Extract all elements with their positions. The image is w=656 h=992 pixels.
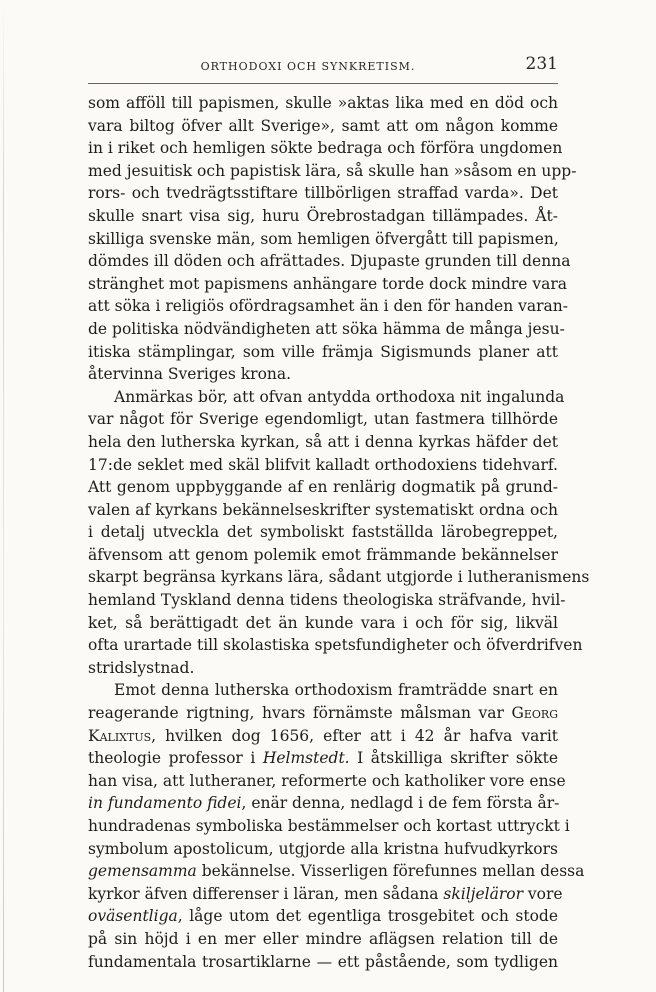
text-segment: theologie professor i bbox=[88, 749, 263, 768]
italic-segment: skiljeläror bbox=[443, 884, 523, 903]
text-segment: som afföll till papismen, skulle »aktas lika med en död och bbox=[88, 94, 558, 112]
small-caps-segment: Georg bbox=[511, 704, 558, 723]
italic-segment: in fundamento fidei bbox=[88, 794, 242, 813]
text-segment: att söka i religiös ofördragsamhet än i den för handen varan- bbox=[88, 297, 568, 316]
text-segment: fundamentala trosartiklarne — ett påstående, som tydligen bbox=[88, 952, 558, 971]
text-segment: symbolum apostolicum, utgjorde alla kristna hufvudkyrkors bbox=[88, 839, 558, 858]
text-line bbox=[88, 657, 558, 680]
text-segment: kyrkor äfven differenser i läran, men sådana bbox=[88, 884, 444, 903]
text-segment: I åtskilliga skrifter sökte bbox=[349, 749, 558, 768]
text-segment: , låge utom det egentliga trosgebitet och stode bbox=[177, 907, 558, 926]
text-line bbox=[88, 363, 558, 386]
italic-segment: Helmstedt. bbox=[262, 749, 350, 768]
text-line bbox=[88, 431, 558, 454]
text-segment: på sin höjd i en mer eller mindre aflägsen relation till de bbox=[88, 929, 558, 948]
text-line bbox=[88, 860, 585, 883]
text-segment: ket, så berättigadt det än kunde vara i och för sig, likväl bbox=[88, 613, 558, 632]
text-line bbox=[88, 544, 558, 567]
header-rule bbox=[88, 83, 558, 84]
text-segment: vara biltog öfver allt Sverige», samt att om någon komme bbox=[88, 116, 558, 135]
text-line bbox=[88, 408, 558, 431]
text-line bbox=[88, 747, 558, 770]
text-segment: bekännelse. Visserligen förefunnes mellan dessa bbox=[196, 862, 585, 881]
italic-segment: gemensamma bbox=[88, 862, 197, 881]
running-title: ORTHODOXI OCH SYNKRETISM. bbox=[200, 60, 416, 73]
text-line bbox=[88, 521, 558, 544]
text-segment: ofta urartade till skolastiska spetsfundigheter och öfverdrifven bbox=[88, 636, 583, 655]
text-line bbox=[88, 137, 563, 160]
text-segment: var något för Sverige egendomligt, utan fastmera tillhörde bbox=[88, 410, 558, 429]
text-segment: hemland Tyskland denna tidens theologiska sträfvande, hvil- bbox=[88, 591, 566, 610]
text-line bbox=[88, 792, 558, 815]
text-segment: itiska stämplingar, som ville främja Sigismunds planer att bbox=[88, 342, 558, 361]
page-number: 231 bbox=[525, 54, 558, 74]
text-line bbox=[88, 589, 566, 612]
text-line bbox=[88, 883, 563, 906]
text-segment: äfvensom att genom polemik emot främmande bekännelser bbox=[88, 545, 558, 564]
small-caps-segment: Kalixtus bbox=[88, 726, 152, 745]
text-line bbox=[88, 341, 558, 364]
text-segment: stridslystnad. bbox=[88, 658, 195, 677]
text-line bbox=[88, 679, 558, 702]
text-line bbox=[88, 725, 558, 748]
text-line bbox=[88, 318, 565, 341]
text-line bbox=[88, 115, 558, 138]
text-line bbox=[88, 770, 566, 793]
text-line bbox=[88, 205, 558, 228]
text-segment: hela den lutherska kyrkan, så att i denna kyrkas häfder det bbox=[88, 432, 558, 451]
text-line bbox=[88, 838, 558, 861]
text-line bbox=[88, 815, 570, 838]
text-segment: 17:de seklet med skäl blifvit kalladt orthodoxiens tidehvarf. bbox=[88, 455, 558, 474]
text-line bbox=[88, 476, 558, 499]
text-line bbox=[88, 566, 590, 589]
text-segment: Att genom uppbyggande af en renlärig dogmatik på grund- bbox=[88, 478, 558, 497]
text-line bbox=[88, 250, 571, 273]
text-segment: in i riket och hemligen sökte bedraga och förföra ungdomen bbox=[88, 139, 563, 158]
text-line bbox=[88, 92, 558, 115]
text-line bbox=[88, 182, 558, 205]
text-line bbox=[88, 454, 558, 477]
page-header bbox=[88, 52, 558, 80]
text-segment: de politiska nödvändigheten att söka hämma de många jesu- bbox=[88, 319, 565, 338]
text-line bbox=[88, 273, 568, 296]
text-segment: återvinna Sveriges krona. bbox=[88, 365, 292, 384]
text-line bbox=[88, 295, 568, 318]
text-segment: vore bbox=[522, 884, 563, 903]
text-segment: reagerande rigtning, hvars förnämste målsman var bbox=[88, 704, 512, 723]
text-line bbox=[88, 499, 558, 522]
text-line bbox=[88, 905, 558, 928]
page-edge bbox=[3, 0, 4, 992]
text-line bbox=[88, 702, 558, 725]
text-segment: han visa, att lutheraner, reformerte och katholiker vore ense bbox=[88, 771, 566, 790]
text-segment: , enär denna, nedlagd i de fem första år- bbox=[241, 794, 560, 813]
text-segment: skulle snart visa sig, huru Örebrostadgan tillämpades. Åt- bbox=[88, 206, 558, 225]
text-line bbox=[88, 386, 565, 409]
text-line bbox=[88, 951, 558, 974]
text-segment: stränghet mot papismens anhängare torde dock mindre vara bbox=[88, 274, 568, 293]
text-line bbox=[88, 634, 583, 657]
text-segment: Anmärkas bör, att ofvan antydda orthodoxa nit ingalunda bbox=[114, 387, 565, 406]
text-line bbox=[88, 928, 558, 951]
text-segment: valen af kyrkans bekännelseskrifter systematiskt ordna och bbox=[88, 500, 558, 519]
text-line bbox=[88, 228, 558, 251]
text-segment: skarpt begränsa kyrkans lära, sådant utgjorde i lutheranismens bbox=[88, 568, 590, 587]
text-segment: , hvilken dog 1656, efter att i 42 år hafva varit bbox=[151, 726, 558, 745]
text-segment: med jesuitisk och papistisk lära, så skulle han »såsom en upp- bbox=[88, 161, 577, 180]
text-segment: hundradenas symboliska bestämmelser och kortast uttryckt i bbox=[88, 817, 570, 835]
text-segment: rors- och tvedrägtsstiftare tillbörligen straffad varda». Det bbox=[88, 184, 558, 203]
text-line bbox=[88, 612, 558, 635]
text-segment: dömdes ill döden och afrättades. Djupaste grunden till denna bbox=[88, 252, 571, 271]
italic-segment: oväsentliga bbox=[88, 907, 178, 926]
text-segment: i detalj utveckla det symboliskt fastställda lärobegreppet, bbox=[88, 523, 558, 542]
body-text bbox=[88, 92, 590, 973]
text-line bbox=[88, 160, 577, 183]
text-segment: skilliga svenske män, som hemligen öfvergått till papismen, bbox=[88, 229, 559, 248]
text-segment: Emot denna lutherska orthodoxism framträdde snart en bbox=[114, 681, 558, 700]
